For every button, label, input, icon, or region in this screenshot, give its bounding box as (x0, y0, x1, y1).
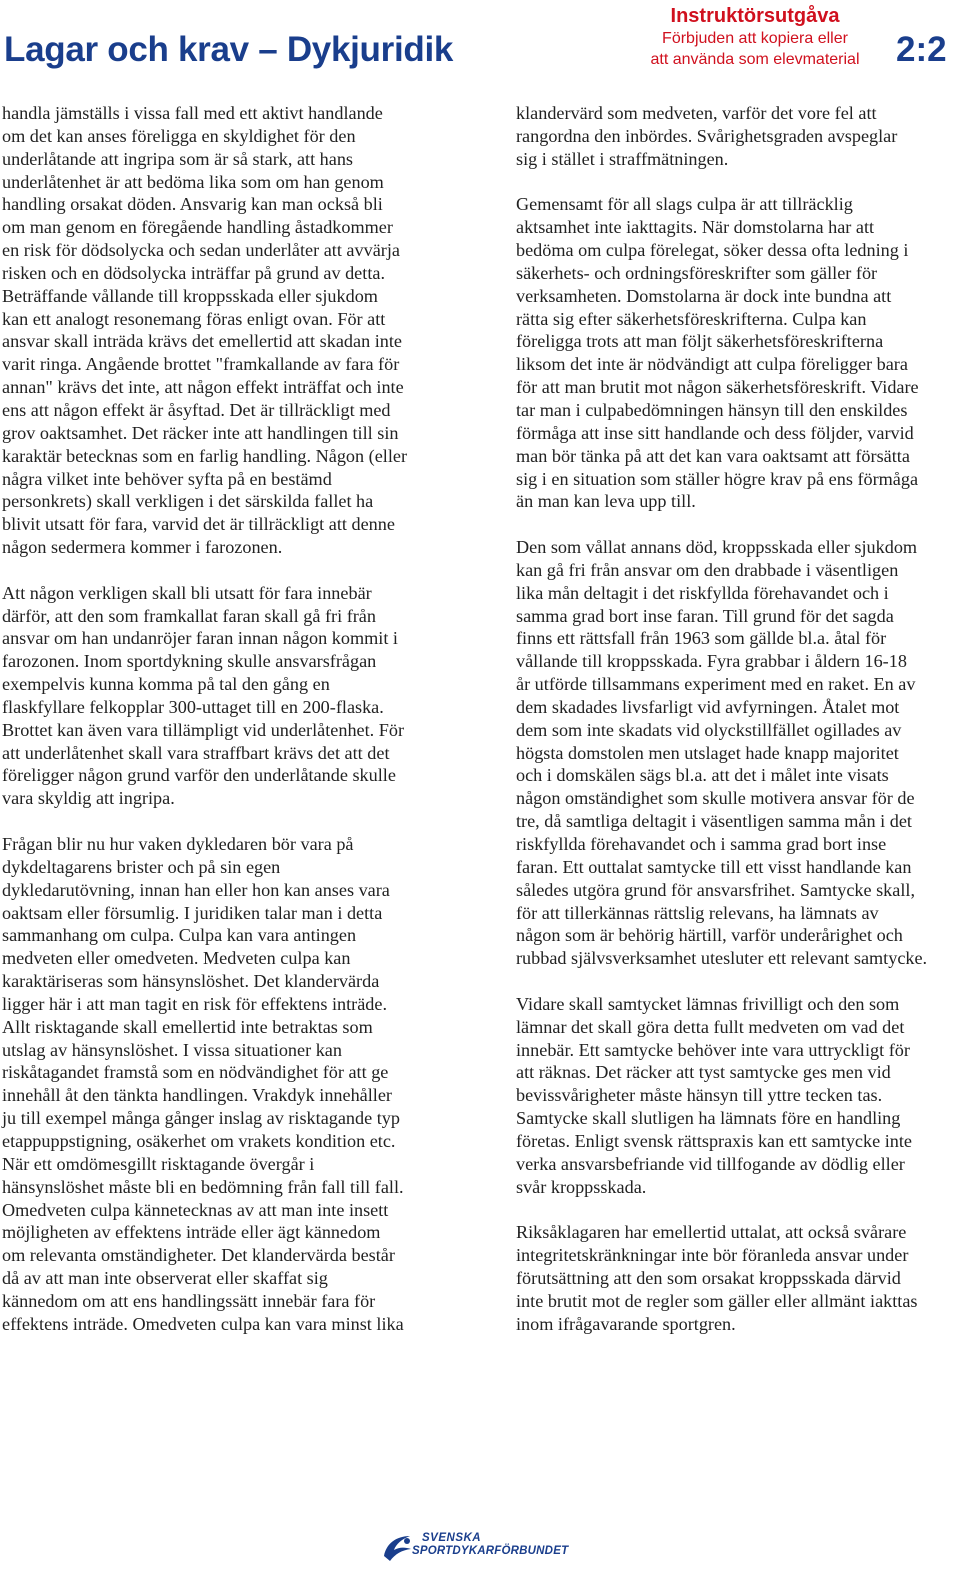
logo-line-2: SPORTDYKARFÖRBUNDET (412, 1545, 569, 1557)
page-number: 2:2 (896, 30, 947, 69)
paragraph: handla jämställs i vissa fall med ett aktivt handlande om det kan anses föreligga en skyldighet för den underlåtande att ingripa som är så stark, att hans underlåtenhet är att bedöma lika som om han genom handling orsakat döden. Ansvarig kan man också bli om man genom en föregående handling åstadkommer en risk för dödsolycka och sedan underlåter att avvärja risken och en dödsolycka inträffar på grund av detta. Beträffande vållande till kroppsskada eller sjukdom kan ett analogt resonemang föras enligt ovan. För att ansvar skall inträda krävs det emellertid att skadan inte varit ringa. Angående brottet "framkallande av fara för annan" krävs det inte, att någon effekt inträffat och inte ens att någon effekt är åsyftad. Det är tillräckligt med grov oaktsamhet. Det räcker inte att handlingen till sin karaktär betecknas som en farlig handling. Någon (eller några vilket inte behöver syfta på en bestämd personkrets) skall verkligen i det särskilda fallet ha blivit utsatt för fara, varvid det är tillräckligt att denne någon sedermera kommer i farozonen. (2, 103, 408, 558)
logo-text (412, 1532, 568, 1558)
edition-line-1: Förbjuden att kopiera eller (662, 30, 848, 47)
paragraph: Frågan blir nu hur vaken dykledaren bör vara på dykdeltagarens brister och på sin egen dykledarutövning, innan han eller hon kan anses vara oaktsam eller försumlig. I juridiken talar man i detta sammanhang om culpa. Culpa kan vara antingen medveten eller omedveten. Medveten culpa kan karaktäriseras som hänsynslöshet. Det klandervärda ligger här i att man tagit en risk för effektens inträde. Allt risktagande skall emellertid inte betraktas som utslag av hänsynslöshet. I vissa situationer kan riskåtagandet framstå som en nödvändighet för att ge innehåll åt den tänkta handlingen. Vrakdyk innehåller ju till exempel många gånger inslag av risktagande typ etappuppstigning, osäkerhet om vrakets kondition etc. När ett omdömesgillt risktagande övergår i hänsynslöshet måste bli en bedömning från fall till fall. Omedveten culpa kännetecknas av att man inte insett möjligheten av effektens inträde eller ägt kännedom om relevanta omständigheter. Det klandervärda består då av att man inte observerat eller skaffat sig kännedom om att ens handlingssätt innebär fara för effektens inträde. Omedveten culpa kan vara minst lika (2, 834, 404, 1334)
paragraph: Att någon verkligen skall bli utsatt för fara innebär därför, att den som framkallat faran skall gå fri från ansvar om han undanröjer faran innan någon kommit i farozonen. Inom sportdykning skulle ansvarsfrågan exempelvis kunna komma på tal den gång en flaskfyllare felkopplar 300-uttaget till en 200-flaska. Brottet kan även vara tillämpligt vid underlåtenhet. För att underlåtenhet skall vara straffbart krävs det att det föreligger någon grund varför den underlåtande skulle vara skyldig att ingripa. (2, 582, 405, 809)
paragraph: Gemensamt för all slags culpa är att tillräcklig aktsamhet inte iakttagits. När domstolarna har att bedöma om culpa förelegat, söker dessa ofta ledning i säkerhets- och ordningsföreskrifter som gäller för verksamheten. Domstolarna är dock inte bundna att rätta sig efter säkerhetsföreskrifterna. Culpa kan föreligga trots att man följt säkerhetsföreskrifterna liksom det inte är nödvändigt att culpa föreligger bara för att man brutit mot någon säkerhetsföreskrift. Vidare tar man i culpabedömningen hänsyn till den enskildes förmåga att inse sitt handlande och dess följder, varvid man bör tänka på att det kan vara oaktsamt att försätta sig i en situation som ställer högre krav på ens förmåga än man kan leva upp till. (516, 194, 919, 512)
page-title: Lagar och krav – Dykjuridik (4, 30, 454, 69)
edition-notice (620, 4, 890, 70)
diver-logo-icon (380, 1530, 414, 1564)
left-column (2, 102, 472, 1358)
edition-line-2: att använda som elevmaterial (650, 51, 860, 68)
edition-title: Instruktörsutgåva (670, 5, 840, 27)
federation-logo (380, 1530, 590, 1566)
right-column (516, 102, 960, 1358)
paragraph: Riksåklagaren har emellertid uttalat, att också svårare integritetskränkningar inte bör föranleda ansvar under förutsättning att den som orsakat kroppsskada därvid inte brutit mot de regler som gäller eller allmänt iakttas inom ifrågavarande sportgren. (516, 1222, 918, 1334)
paragraph: Vidare skall samtycket lämnas frivilligt och den som lämnar det skall göra detta fullt medveten om vad det innebär. Ett samtycke behöver inte vara uttryckligt för att räknas. Det räcker att tyst samtycke ges men vid bevissvårigheter måste hänsyn till yttre tecken tas. Samtycke skall slutligen ha lämnats före en handling företas. Enligt svensk rättspraxis kan ett samtycke inte verka ansvarsbefriande vid tillfogande av dödlig eller svår kroppsskada. (516, 993, 912, 1197)
paragraph: klandervärd som medveten, varför det vore fel att rangordna den inbördes. Svårighetsgraden avspeglar sig i stället i straffmätningen. (516, 103, 898, 169)
paragraph: Den som vållat annans död, kroppsskada eller sjukdom kan gå fri från ansvar om den drabbade i väsentligen lika mån deltagit i det riskfyllda förehavandet och i samma grad bort inse faran. Till grund för det sagda finns ett rättsfall från 1963 som gällde bl.a. åtal för vållande till kroppsskada. Fyra grabbar i åldern 16-18 år utförde tillsammans experiment med en raket. En av dem skadades livsfarligt vid avfyrningen. Åtalet mot dem som inte skadats vid olyckstillfället ogillades av högsta domstolen men utslaget hade knapp majoritet och i domskälen sägs bl.a. att det i målet inte visats någon omständighet som skulle motivera ansvar för de tre, då samtliga deltagit i väsentligen samma mån i det riskfyllda förehavandet och i samma grad bort inse faran. Ett outtalat samtycke till ett visst handlande kan således utgöra grund för ansvarsfrihet. Samtycke skall, för att tillerkännas rättslig relevans, ha lämnats av någon som är behörig härtill, varför underårighet och rubbad självsverksamhet utesluter ett relevant samtycke. (516, 537, 928, 969)
logo-line-1: SVENSKA (422, 1532, 482, 1544)
